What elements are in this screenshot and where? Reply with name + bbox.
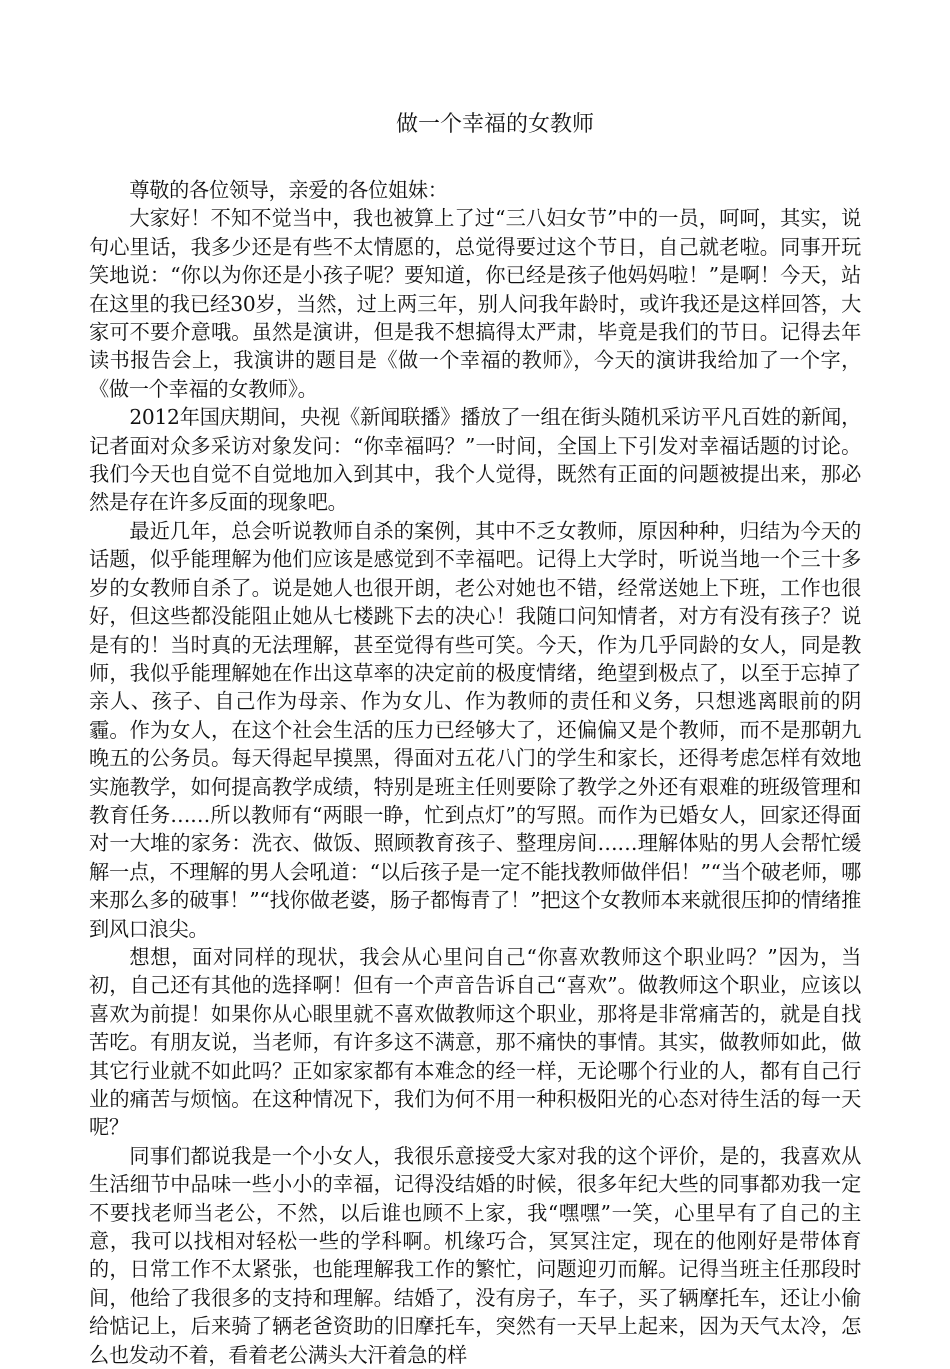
document-body <box>89 176 861 1369</box>
paragraph: 想想，面对同样的现状，我会从心里问自己“你喜欢教师这个职业吗？”因为，当初，自己还有其他的选择啊！但有一个声音告诉自己“喜欢”。做教师这个职业，应该以喜欢为前提！如果你从心眼里就不喜欢做教师这个职业，那将是非常痛苦的，就是自找苦吃。有朋友说，当老师，有许多这不满意，那不痛快的事情。其实，做教师如此，做其它行业就不如此吗？正如家家都有本难念的经一样，无论哪个行业的人，都有自己行业的痛苦与烦恼。在这种情况下，我们为何不用一种积极阳光的心态对待生活的每一天呢？ <box>89 944 861 1140</box>
paragraph-greeting: 尊敬的各位领导，亲爱的各位姐妹： <box>129 178 448 202</box>
paragraph: 大家好！不知不觉当中，我也被算上了过“三八妇女节”中的一员，呵呵，其实，说句心里话，我多少还是有些不太情愿的，总觉得要过这个节日，自己就老啦。同事开玩笑地说：“你以为你还是小孩子呢？要知道，你已经是孩子他妈妈啦！”是啊！今天，站在这里的我已经30岁，当然，过上两三年，别人问我年龄时，或许我还是这样回答，大家可不要介意哦。虽然是演讲，但是我不想搞得太严肃，毕竟是我们的节日。记得去年读书报告会上，我演讲的题目是《做一个幸福的教师》，今天的演讲我给加了一个字，《做一个幸福的女教师》。 <box>89 206 861 401</box>
document-title: 做一个幸福的女教师 <box>395 112 594 137</box>
document-page <box>89 0 861 1367</box>
paragraph: 2012年国庆期间，央视《新闻联播》播放了一组在街头随机采访平凡百姓的新闻，记者面对众多采访对象发问：“你幸福吗？”一时间，全国上下引发对幸福话题的讨论。我们今天也自觉不自觉地加入到其中，我个人觉得，既然有正面的问题被提出来，那必然是存在许多反面的现象吧。 <box>89 405 861 515</box>
paragraph: 同事们都说我是一个小女人，我很乐意接受大家对我的这个评价，是的，我喜欢从生活细节中品味一些小小的幸福，记得没结婚的时候，很多年纪大些的同事都劝我一定不要找老师当老公，不然，以后谁也顾不上家，我“嘿嘿”一笑，心里早有了自己的主意，我可以找相对轻松一些的学科啊。机缘巧合，冥冥注定，现在的他刚好是带体育的，日常工作不太紧张，也能理解我工作的繁忙，问题迎刃而解。记得当班主任那段时间，他给了我很多的支持和理解。结婚了，没有房子，车子，买了辆摩托车，还让小偷给惦记上，后来骑了辆老爸资助的旧摩托车，突然有一天早上起来，因为天气太冷，怎么也发动不着，看着老公满头大汗着急的样 <box>89 1143 861 1367</box>
paragraph: 最近几年，总会听说教师自杀的案例，其中不乏女教师，原因种种，归结为今天的话题，似乎能理解为他们应该是感觉到不幸福吧。记得上大学时，听说当地一个三十多岁的女教师自杀了。说是她人也很开朗，老公对她也不错，经常送她上下班，工作也很好，但这些都没能阻止她从七楼跳下去的决心！我随口问知情者，对方有没有孩子？说是有的！当时真的无法理解，甚至觉得有些可笑。今天，作为几乎同龄的女人，同是教师，我似乎能理解她在作出这草率的决定前的极度情绪，绝望到极点了，以至于忘掉了亲人、孩子、自己作为母亲、作为女儿、作为教师的责任和义务，只想逃离眼前的阴霾。作为女人，在这个社会生活的压力已经够大了，还偏偏又是个教师，而不是那朝九晚五的公务员。每天得起早摸黑，得面对五花八门的学生和家长，还得考虑怎样有效地实施教学，如何提高教学成绩，特别是班主任则要除了教学之外还有艰难的班级管理和教育任务……所以教师有“两眼一睁，忙到点灯”的写照。而作为已婚女人，回家还得面对一大堆的家务：洗衣、做饭、照顾教育孩子、整理房间……理解体贴的男人会帮忙缓解一点，不理解的男人会吼道：“以后孩子是一定不能找教师做伴侣！”“当个破老师，哪来那么多的破事！”“找你做老婆，肠子都悔青了！”把这个女教师本来就很压抑的情绪推到风口浪尖。 <box>89 518 861 941</box>
